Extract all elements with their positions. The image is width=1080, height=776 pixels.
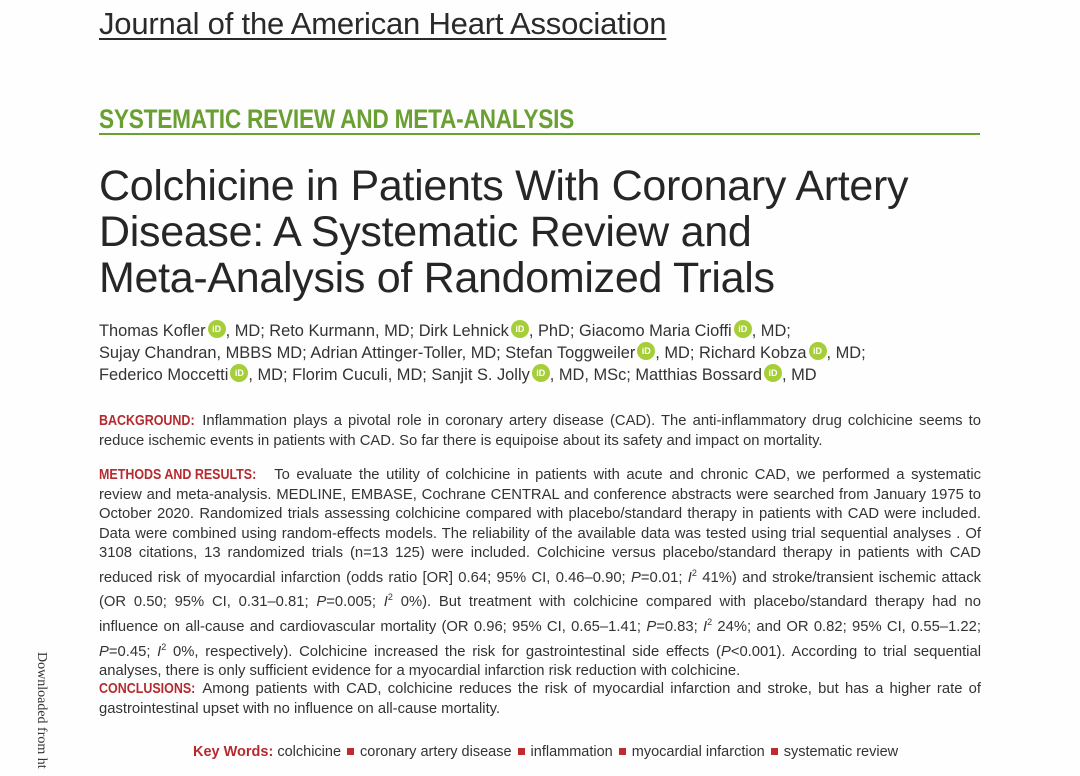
methods-text: To evaluate the utility of colchicine in patients with acute and chronic CAD, we performed a systematic review and meta-analysis. MEDLINE, EMBASE, Cochrane CENTRAL and conference abstracts were searched from January 1975 to October 2020. Randomized trials assessing colchicine compared with placebo/standard therapy in patients with CAD were included. Data were combined using random-effects models. The reliability of the available data was tested using trial sequential analyses . Of 3108 citations, 13 randomized trials (n=13 125) were included. Colchicine versus placebo/standard therapy in patients with CAD reduced risk of myocardial infarction (odds ratio [OR] 0.64; 95% CI, 0.46–0.90; — [99, 467, 982, 586]
methods-text: =0.01; — [640, 569, 688, 586]
orcid-icon[interactable]: iD — [637, 342, 655, 360]
methods-text: 0%). But treatment with colchicine compared with placebo/standard therapy had no influence on all-cause and cardiovascular mortality (OR 0.96; 95% CI, 0.65–1.41; — [99, 594, 981, 635]
p-symbol: P — [720, 643, 731, 660]
superscript: 2 — [691, 567, 697, 578]
keyword[interactable]: inflammation — [530, 744, 613, 760]
orcid-icon[interactable]: iD — [734, 320, 752, 338]
methods-text: =0.45; — [108, 643, 158, 660]
i-symbol: I — [703, 618, 708, 635]
orcid-icon[interactable]: iD — [208, 320, 226, 338]
abstract-conclusions — [99, 680, 981, 719]
author-line-2 — [99, 342, 999, 364]
orcid-icon[interactable]: iD — [532, 364, 550, 382]
author-text: Thomas Kofler — [99, 322, 206, 340]
methods-label: METHODS AND RESULTS: — [99, 467, 257, 483]
author-text: , MD; Florim Cuculi, MD; Sanjit S. Jolly — [248, 366, 530, 384]
author-text: , MD; Reto Kurmann, MD; Dirk Lehnick — [225, 322, 509, 340]
author-text: , MD; Richard Kobza — [655, 344, 807, 362]
orcid-icon[interactable]: iD — [230, 364, 248, 382]
orcid-icon[interactable]: iD — [511, 320, 529, 338]
square-bullet-icon — [518, 748, 525, 755]
background-label: BACKGROUND: — [99, 413, 195, 429]
methods-text: =0.005; — [326, 594, 384, 611]
author-text: Federico Moccetti — [99, 366, 229, 384]
square-bullet-icon — [619, 748, 626, 755]
title-line-3: Meta-Analysis of Randomized Trials — [99, 254, 775, 302]
square-bullet-icon — [347, 748, 354, 755]
superscript: 2 — [707, 617, 713, 627]
author-text: , MD; — [751, 322, 791, 340]
abstract-methods-results — [99, 466, 981, 682]
author-text: , MD; — [826, 344, 866, 362]
background-text: Inflammation plays a pivotal role in coronary artery disease (CAD). The anti-inflammatory drug colchicine seems to reduce ischemic events in patients with CAD. So far there is equipoise about its safety and impact on mortality. — [99, 413, 981, 449]
i-symbol: I — [383, 594, 388, 611]
methods-text: <0.001). According to trial sequential analyses, there is only sufficient evidence for a myocardial infarction risk reduction with colchicine. — [99, 643, 981, 680]
p-symbol: P — [316, 594, 327, 611]
p-symbol: P — [99, 643, 109, 660]
author-line-3 — [99, 364, 999, 386]
keyword[interactable]: coronary artery disease — [360, 744, 512, 760]
i-symbol: I — [157, 643, 162, 660]
p-symbol: P — [631, 569, 641, 586]
section-header — [99, 103, 980, 135]
methods-text: =0.83; — [656, 618, 704, 635]
download-watermark: Downloaded from ht — [34, 652, 49, 769]
square-bullet-icon — [771, 748, 778, 755]
author-text: , MD, MSc; Matthias Bossard — [549, 366, 763, 384]
methods-text: 24%; and OR 0.82; 95% CI, 0.55–1.22; — [712, 618, 981, 635]
p-symbol: P — [646, 618, 657, 635]
keywords-label: Key Words: — [193, 744, 274, 760]
orcid-icon[interactable]: iD — [764, 364, 782, 382]
keyword[interactable]: myocardial infarction — [631, 744, 765, 760]
title-line-1: Colchicine in Patients With Coronary Artery — [99, 162, 909, 210]
superscript: 2 — [161, 641, 167, 652]
keyword[interactable]: systematic review — [783, 744, 899, 760]
author-line-1 — [99, 320, 999, 342]
keywords-line — [193, 744, 898, 760]
title-line-2: Disease: A Systematic Review and — [99, 208, 752, 256]
methods-text: 41%) and stroke/transient ischemic attack (OR 0.50; 95% CI, 0.31–0.81; — [99, 569, 981, 611]
author-text: , MD — [782, 366, 817, 384]
methods-text: 0%, respectively). Colchicine increased the risk for gastrointestinal side effects ( — [166, 643, 721, 660]
superscript: 2 — [387, 592, 393, 603]
conclusions-text: Among patients with CAD, colchicine reduces the risk of myocardial infarction and stroke, but has a higher rate of gastrointestinal upset with no influence on all-cause mortality. — [99, 681, 982, 717]
section-label: SYSTEMATIC REVIEW AND META-ANALYSIS — [99, 104, 575, 134]
author-text: , PhD; Giacomo Maria Cioffi — [528, 322, 732, 340]
keyword[interactable]: colchicine — [277, 744, 342, 760]
abstract-background — [99, 412, 981, 451]
orcid-icon[interactable]: iD — [809, 342, 827, 360]
i-symbol: I — [687, 569, 692, 586]
author-list — [99, 320, 999, 386]
article-title — [99, 163, 999, 301]
author-text: Sujay Chandran, MBBS MD; Adrian Attinger-Toller, MD; Stefan Toggweiler — [99, 344, 636, 362]
conclusions-label: CONCLUSIONS: — [99, 681, 196, 697]
journal-title: Journal of the American Heart Association — [99, 6, 667, 41]
